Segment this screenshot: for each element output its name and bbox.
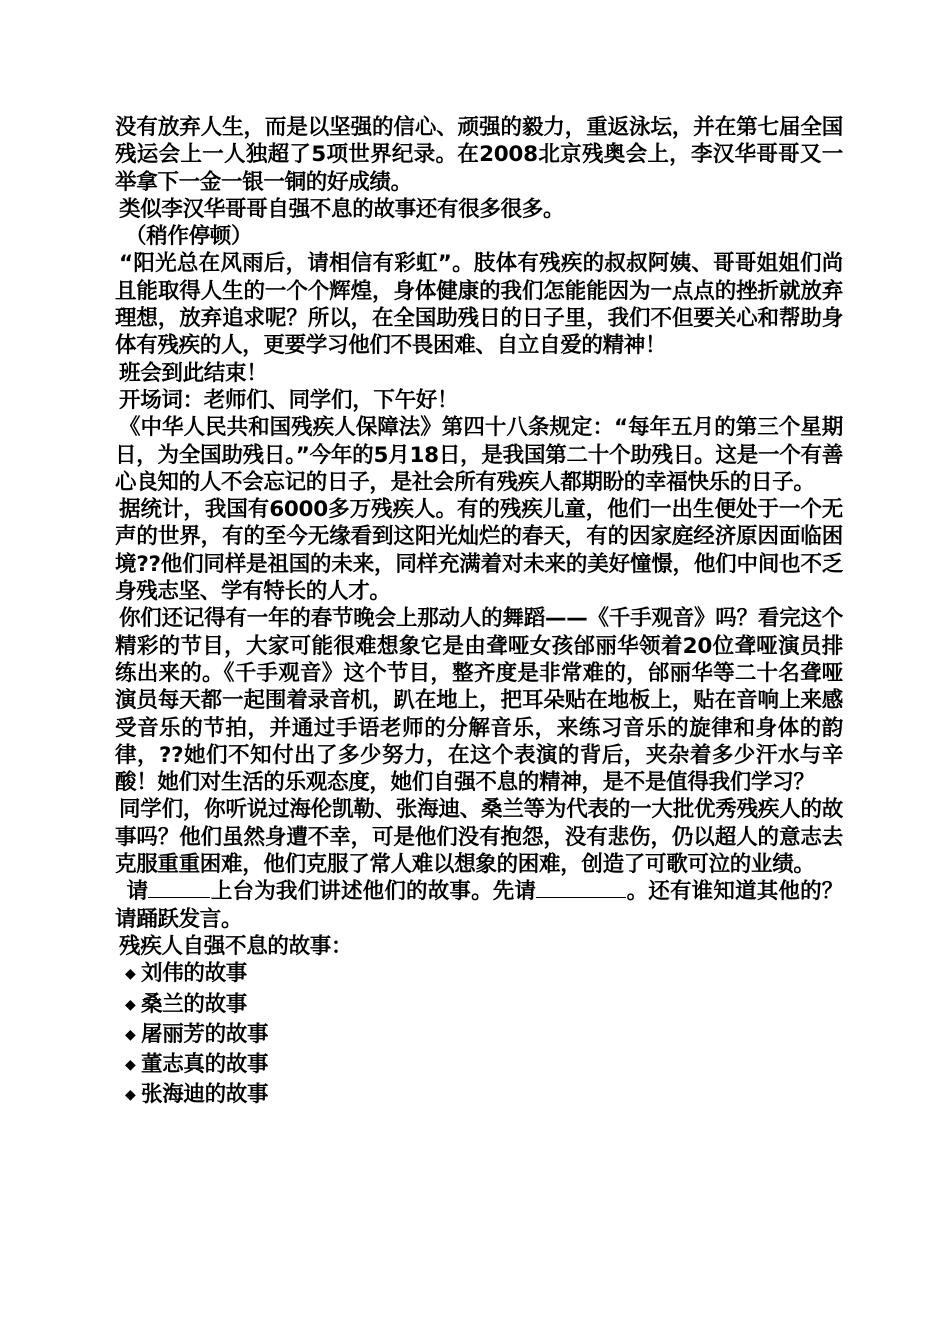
paragraph-role-models: 同学们，你听说过海伦凯勒、张海迪、桑兰等为代表的一大批优秀残疾人的故事吗？他们虽然身遭不幸，可是他们没有抱怨，没有悲伤，仍以超人的意志去克服重重困难，他们克服了常人难以想象的困难，创造了可歌可泣的业绩。: [115, 797, 843, 878]
diamond-bullet-icon: ◆: [125, 1026, 136, 1043]
blank-line-1: [148, 879, 210, 898]
blank-line-2: [536, 879, 626, 898]
diamond-bullet-icon: ◆: [125, 966, 136, 983]
paragraph-invite-speakers: [115, 878, 843, 933]
diamond-bullet-icon: ◆: [125, 996, 136, 1013]
paragraph-law: 《中华人民共和国残疾人保障法》第四十八条规定：“每年五月的第三个星期日，为全国助残日。”今年的5月18日，是我国第二十个助残日。这是一个有善心良知的人不会忘记的日子，是社会所有残疾人都期盼的幸福快乐的日子。: [115, 415, 843, 495]
story-title: 刘伟的故事: [141, 961, 248, 987]
story-title: 桑兰的故事: [141, 991, 248, 1017]
paragraph-li-hanhua-story: 没有放弃人生，而是以坚强的信心、顽强的毅力，重返泳坛，并在第七届全国残运会上一人独超了5项世界纪录。在2008北京残奥会上，李汉华哥哥又一举拿下一金一银一铜的好成绩。: [115, 115, 843, 195]
list-item: [115, 1081, 843, 1111]
list-item: [115, 1021, 843, 1051]
list-item: [115, 960, 843, 990]
invite-text-start: 请: [126, 879, 149, 905]
paragraph-pause-note: （稍作停顿）: [125, 224, 253, 250]
story-title: 张海迪的故事: [141, 1082, 269, 1108]
list-item: [115, 991, 843, 1021]
paragraph-stories-heading: 残疾人自强不息的故事：: [119, 933, 353, 959]
paragraph-thousand-hand: 你们还记得有一年的春节晚会上那动人的舞蹈——《千手观音》吗？看完这个精彩的节目，大家可能很难想象它是由聋哑女孩邰丽华领着20位聋哑演员排练出来的。《千手观音》这个节目，整齐度是非常难的，邰丽华等二十名聋哑演员每天都一起围着录音机，趴在地上，把耳朵贴在地板上，贴在音响上来感受音乐的节拍，并通过手语老师的分解音乐，来练习音乐的旋律和身体的韵律，??她们不知付出了多少努力，在这个表演的背后，夹杂着多少汗水与辛酸！她们对生活的乐观态度，她们自强不息的精神，是不是值得我们学习？: [115, 606, 843, 796]
story-title: 董志真的故事: [141, 1052, 269, 1078]
paragraph-many-stories: 类似李汉华哥哥自强不息的故事还有很多很多。: [119, 196, 565, 222]
invite-text-end: 。还有谁知道其他的？请踊跃发言。: [115, 879, 843, 932]
list-item: [115, 1051, 843, 1081]
document-page: [115, 114, 843, 1112]
paragraph-statistics: 据统计，我国有6000多万残疾人。有的残疾儿童，他们一出生便处于一个无声的世界，有的至今无缘看到这阳光灿烂的春天，有的因家庭经济原因面临困境??他们同样是祖国的未来，同样充满着对未来的美好憧憬，他们中间也不乏身残志坚、学有特长的人才。: [115, 497, 843, 605]
invite-text-middle: 上台为我们讲述他们的故事。先请: [210, 879, 537, 905]
diamond-bullet-icon: ◆: [125, 1057, 136, 1074]
story-title: 屠丽芳的故事: [141, 1021, 269, 1047]
paragraph-rainbow: “阳光总在风雨后，请相信有彩虹”。肢体有残疾的叔叔阿姨、哥哥姐姐们尚且能取得人生的一个个辉煌，身体健康的我们怎能能因为一点点的挫折就放弃理想，放弃追求呢？所以，在全国助残日的日子里，我们不但要关心和帮助身体有残疾的人，更要学习他们不畏困难、自立自爱的精神！: [115, 251, 843, 359]
story-list: [115, 960, 843, 1111]
diamond-bullet-icon: ◆: [125, 1087, 136, 1104]
paragraph-class-end: 班会到此结束！: [119, 360, 268, 386]
paragraph-opening: 开场词：老师们、同学们，下午好！: [119, 387, 459, 413]
